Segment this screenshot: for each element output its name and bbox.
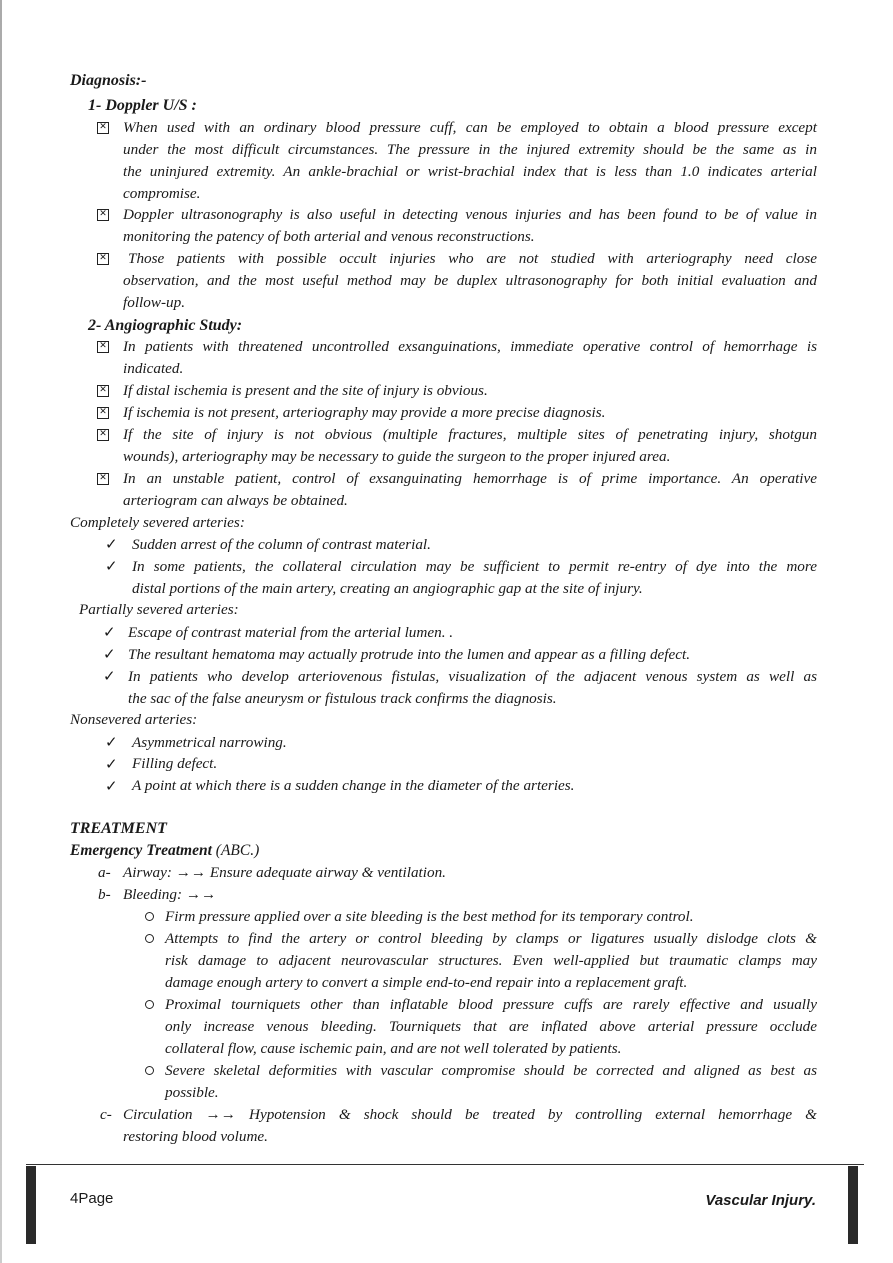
checkbox-icon bbox=[97, 407, 109, 419]
nonsevered-item-1: Asymmetrical narrowing. bbox=[132, 734, 287, 751]
circulation-label: c- bbox=[100, 1106, 112, 1123]
partial-item-1: Escape of contrast material from the arterial lumen. . bbox=[128, 624, 454, 641]
airway-text: Airway: →→ Ensure adequate airway & ventilation. bbox=[123, 864, 446, 881]
nonsevered-heading: Nonsevered arteries: bbox=[70, 711, 198, 728]
checkbox-icon bbox=[97, 209, 109, 221]
complete-item-1: Sudden arrest of the column of contrast material. bbox=[132, 536, 431, 553]
circulation-line-2: restoring blood volume. bbox=[123, 1128, 268, 1145]
checkmark-icon: ✓ bbox=[103, 645, 116, 663]
checkbox-icon bbox=[97, 473, 109, 485]
angio-item-2: If distal ischemia is present and the site of injury is obvious. bbox=[123, 382, 488, 399]
angio-item-4-line-1: If the site of injury is not obvious (multiple fractures, multiple sites of penetrating injury, shotgun bbox=[123, 426, 817, 443]
bleeding-item-2-line-1: Attempts to find the artery or control bleeding by clamps or ligatures usually dislodge clots & bbox=[165, 930, 817, 947]
footer-left-bar bbox=[26, 1166, 36, 1244]
checkbox-icon bbox=[97, 385, 109, 397]
doppler-item-2-line-1: Doppler ultrasonography is also useful in detecting venous injuries and has been found to be of value in bbox=[123, 206, 817, 223]
bullet-circle-icon bbox=[145, 912, 154, 921]
doppler-item-3-line-1: Those patients with possible occult injuries who are not studied with arteriography need close bbox=[128, 250, 817, 267]
checkbox-icon bbox=[97, 253, 109, 265]
angio-item-1-line-1: In patients with threatened uncontrolled exsanguinations, immediate operative control of hemorrhage is bbox=[123, 338, 817, 355]
document-title: Vascular Injury. bbox=[705, 1192, 816, 1209]
angio-item-5-line-1: In an unstable patient, control of exsanguinating hemorrhage is of prime importance. An operative bbox=[123, 470, 817, 487]
angio-heading: 2- Angiographic Study: bbox=[88, 317, 243, 334]
bleeding-item-3-line-1: Proximal tourniquets other than inflatable blood pressure cuffs are rarely effective and usually bbox=[165, 996, 817, 1013]
bleeding-item-4-line-1: Severe skeletal deformities with vascular compromise should be corrected and aligned as best as bbox=[165, 1062, 817, 1079]
doppler-item-1-line-4: compromise. bbox=[123, 185, 201, 202]
checkbox-icon bbox=[97, 122, 109, 134]
partial-item-3-line-2: the sac of the false aneurysm or fistulous track confirms the diagnosis. bbox=[128, 690, 557, 707]
circulation-line-1: Circulation →→ Hypotension & shock should be treated by controlling external hemorrhage & bbox=[123, 1106, 817, 1123]
checkbox-icon bbox=[97, 341, 109, 353]
bullet-circle-icon bbox=[145, 934, 154, 943]
bleeding-text: Bleeding: →→ bbox=[123, 886, 217, 903]
partial-heading: Partially severed arteries: bbox=[79, 601, 239, 618]
bleeding-item-4-line-2: possible. bbox=[165, 1084, 219, 1101]
checkmark-icon: ✓ bbox=[103, 667, 116, 685]
angio-item-1-line-2: indicated. bbox=[123, 360, 184, 377]
bleeding-item-3-line-3: collateral flow, cause ischemic pain, and are not well tolerated by patients. bbox=[165, 1040, 622, 1057]
partial-item-3-line-1: In patients who develop arteriovenous fistulas, visualization of the adjacent venous system as well as bbox=[128, 668, 817, 685]
bullet-circle-icon bbox=[145, 1066, 154, 1075]
bleeding-item-2-line-3: damage enough artery to convert a simple end-to-end repair into a replacement graft. bbox=[165, 974, 688, 991]
nonsevered-item-2: Filling defect. bbox=[132, 755, 218, 772]
checkmark-icon: ✓ bbox=[105, 535, 118, 553]
complete-item-2-line-2: distal portions of the main artery, creating an angiographic gap at the site of injury. bbox=[132, 580, 643, 597]
partial-item-2: The resultant hematoma may actually protrude into the lumen and appear as a filling defect. bbox=[128, 646, 691, 663]
checkmark-icon: ✓ bbox=[105, 733, 118, 751]
emergency-rest: (ABC.) bbox=[211, 842, 260, 859]
checkmark-icon: ✓ bbox=[105, 755, 118, 773]
footer-rule bbox=[26, 1164, 864, 1165]
bleeding-item-1: Firm pressure applied over a site bleeding is the best method for its temporary control. bbox=[165, 908, 694, 925]
checkmark-icon: ✓ bbox=[105, 777, 118, 795]
complete-item-2-line-1: In some patients, the collateral circulation may be sufficient to permit re-entry of dye into the more bbox=[132, 558, 817, 575]
bleeding-item-2-line-2: risk damage to adjacent neurovascular structures. Even well-applied but traumatic clamps may bbox=[165, 952, 817, 969]
angio-item-4-line-2: wounds), arteriography may be necessary to guide the surgeon to the proper injured area. bbox=[123, 448, 671, 465]
checkbox-icon bbox=[97, 429, 109, 441]
emergency-line bbox=[70, 840, 259, 862]
checkmark-icon: ✓ bbox=[103, 623, 116, 641]
complete-heading: Completely severed arteries: bbox=[70, 514, 245, 531]
footer-right-bar bbox=[848, 1166, 858, 1244]
page-number: 4Page bbox=[70, 1190, 114, 1207]
bleeding-label: b- bbox=[98, 886, 111, 903]
doppler-item-1-line-3: the uninjured extremity. An ankle-brachial or wrist-brachial index that is less than 1.0 indicates arterial bbox=[123, 163, 817, 180]
treatment-heading: TREATMENT bbox=[70, 820, 167, 837]
angio-item-5-line-2: arteriogram can always be obtained. bbox=[123, 492, 348, 509]
doppler-item-3-line-2: observation, and the most useful method may be duplex ultrasonography for both initial evaluation and bbox=[123, 272, 817, 289]
doppler-item-1-line-2: under the most difficult circumstances. The pressure in the injured extremity should be the same as in bbox=[123, 141, 817, 158]
angio-item-3: If ischemia is not present, arteriography may provide a more precise diagnosis. bbox=[123, 404, 606, 421]
doppler-heading: 1- Doppler U/S : bbox=[88, 97, 197, 114]
diagnosis-heading: Diagnosis:- bbox=[70, 72, 147, 89]
doppler-item-1-line-1: When used with an ordinary blood pressure cuff, can be employed to obtain a blood pressure except bbox=[123, 119, 817, 136]
bullet-circle-icon bbox=[145, 1000, 154, 1009]
airway-label: a- bbox=[98, 864, 111, 881]
bleeding-item-3-line-2: only increase venous bleeding. Tourniquets that are inflated above arterial pressure occlude bbox=[165, 1018, 817, 1035]
page-edge bbox=[0, 0, 2, 1263]
checkmark-icon: ✓ bbox=[105, 557, 118, 575]
doppler-item-2-line-2: monitoring the patency of both arterial and venous reconstructions. bbox=[123, 228, 535, 245]
nonsevered-item-3: A point at which there is a sudden change in the diameter of the arteries. bbox=[132, 777, 575, 794]
emergency-bold: Emergency Treatment bbox=[70, 842, 212, 859]
doppler-item-3-line-3: follow-up. bbox=[123, 294, 186, 311]
